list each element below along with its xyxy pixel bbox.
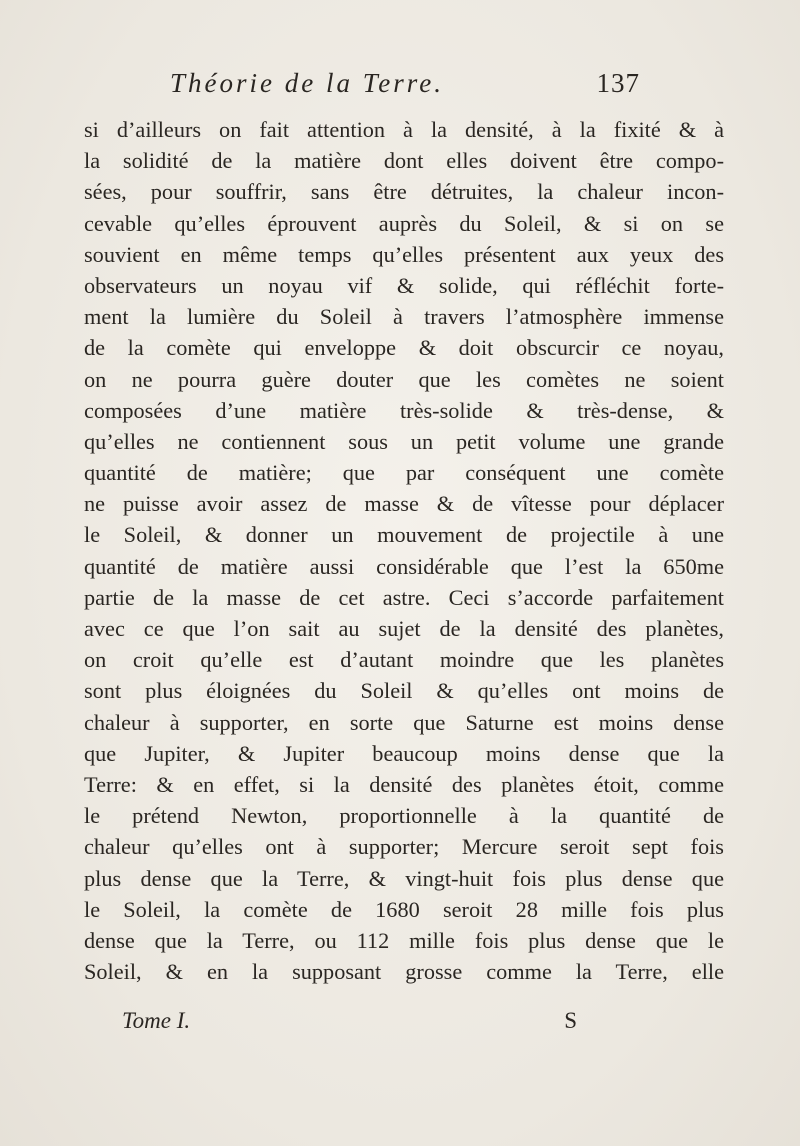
text-line: composées d’une matière très-solide & très-dense, & <box>84 397 724 423</box>
text-line: on croit qu’elle est d’autant moindre que les planètes <box>84 647 724 673</box>
text-line: plus dense que la Terre, & vingt-huit fois plus dense que <box>84 865 724 891</box>
text-line: quantité de matière aussi considérable que l’est la 650me <box>84 553 724 579</box>
text-line: que Jupiter, & Jupiter beaucoup moins dense que la <box>84 740 724 766</box>
text-line: sont plus éloignées du Soleil & qu’elles ont moins de <box>84 678 724 704</box>
text-line: quantité de matière; que par conséquent une comète <box>84 460 724 486</box>
text-line: de la comète qui enveloppe & doit obscurcir ce noyau, <box>84 335 724 361</box>
running-title: Théorie de la Terre. <box>170 68 444 98</box>
text-line: chaleur à supporter, en sorte que Saturne est moins dense <box>84 709 724 735</box>
text-line: souvient en même temps qu’elles présentent aux yeux des <box>84 241 724 267</box>
text-line: le Soleil, & donner un mouvement de projectile à une <box>84 522 724 548</box>
text-line: la solidité de la matière dont elles doivent être compo- <box>84 148 724 174</box>
body-text <box>84 114 724 987</box>
text-line: Terre: & en effet, si la densité des planètes étoit, comme <box>84 771 724 797</box>
text-line: on ne pourra guère douter que les comètes ne soient <box>84 366 724 392</box>
page-header <box>170 68 640 108</box>
text-line: dense que la Terre, ou 112 mille fois plus dense que le <box>84 927 724 953</box>
text-line: le Soleil, la comète de 1680 seroit 28 mille fois plus <box>84 896 724 922</box>
text-line: partie de la masse de cet astre. Ceci s’accorde parfaitement <box>84 584 724 610</box>
text-line: ment la lumière du Soleil à travers l’atmosphère immense <box>84 304 724 330</box>
text-line: cevable qu’elles éprouvent auprès du Soleil, & si on se <box>84 210 724 236</box>
text-line: ne puisse avoir assez de masse & de vîtesse pour déplacer <box>84 491 724 517</box>
text-line: avec ce que l’on sait au sujet de la densité des planètes, <box>84 616 724 641</box>
volume-label: Tome I. <box>122 1008 191 1033</box>
text-line: le prétend Newton, proportionnelle à la quantité de <box>84 803 724 829</box>
text-line: qu’elles ne contiennent sous un petit volume une grande <box>84 428 724 454</box>
text-line: si d’ailleurs on fait attention à la densité, à la fixité & à <box>84 117 724 142</box>
page-footer <box>122 1008 577 1038</box>
text-line: Soleil, & en la supposant grosse comme la Terre, elle <box>84 959 724 985</box>
text-line: observateurs un noyau vif & solide, qui réfléchit forte- <box>84 272 724 298</box>
page-number: 137 <box>596 68 640 98</box>
text-line: chaleur qu’elles ont à supporter; Mercure seroit sept fois <box>84 834 724 860</box>
signature-mark: S <box>564 1008 577 1033</box>
text-line: sées, pour souffrir, sans être détruites, la chaleur incon- <box>84 179 724 205</box>
